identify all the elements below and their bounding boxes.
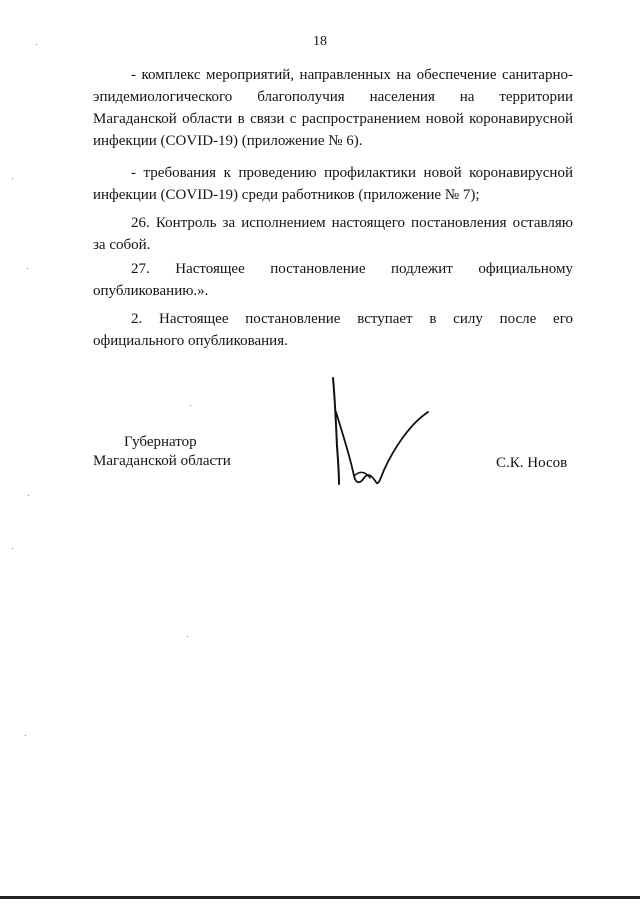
signer-title-line2: Магаданской области: [93, 453, 231, 469]
paragraph-prevention-requirements: - требования к проведению профилактики новой коронавирусной инфекции (COVID-19) среди работников (приложение № 7);: [93, 165, 573, 203]
paragraph-complex-measures: - комплекс мероприятий, направленных на обеспечение санитарно-эпидемиологического благополучия населения на территории Магаданской области в связи с распространением новой коронавирусной инфекции (COVID-19) (приложение № 6).: [93, 67, 573, 149]
paragraph-item-2: 2. Настоящее постановление вступает в силу после его официального опубликования.: [93, 311, 573, 349]
scan-speck: [28, 495, 29, 496]
paragraph-item-26: 26. Контроль за исполнением настоящего постановления оставляю за собой.: [93, 215, 573, 253]
scan-speck: [12, 548, 13, 549]
scan-speck: [12, 178, 13, 179]
scan-speck: [190, 405, 191, 406]
signer-title-line1: Губернатор: [124, 434, 197, 450]
scan-speck: [27, 268, 28, 269]
page-number: 18: [313, 34, 327, 49]
paragraph-item-27: 27. Настоящее постановление подлежит официальному опубликованию.».: [93, 261, 573, 299]
scan-speck: [25, 735, 26, 736]
handwritten-signature: [320, 372, 440, 492]
signer-name: С.К. Носов: [496, 455, 568, 471]
scan-speck: [36, 44, 37, 45]
scan-speck: [187, 636, 188, 637]
scan-bottom-edge: [0, 896, 640, 899]
